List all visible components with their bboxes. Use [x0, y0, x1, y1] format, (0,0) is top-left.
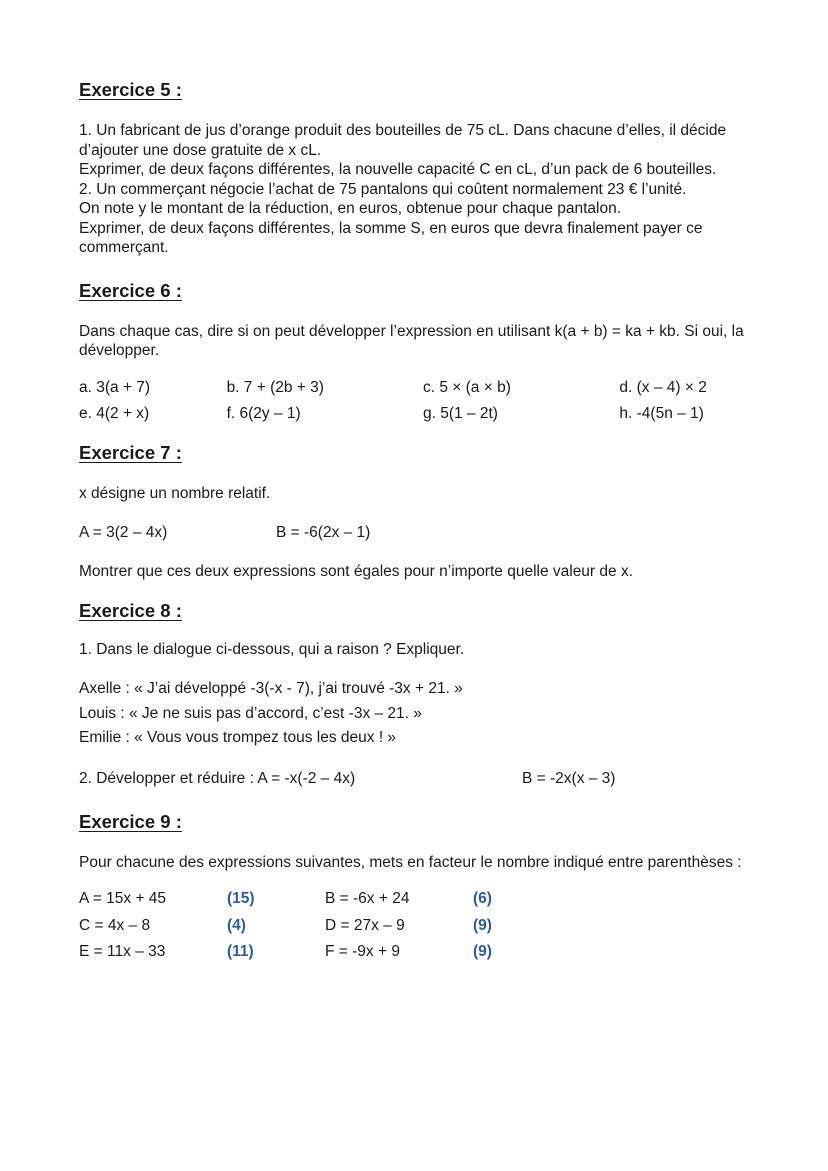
ex5-paragraph-2: Exprimer, de deux façons différentes, la nouvelle capacité C en cL, d’un pack de 6 bouteilles. — [79, 161, 717, 178]
ex6-item-a: a. 3(a + 7) — [79, 378, 151, 396]
ex9-expression-f: F = -9x + 9 — [325, 943, 400, 960]
ex6-row-1 — [79, 375, 759, 402]
exercise-5-title: Exercice 5 : — [79, 79, 182, 100]
ex9-factor-d: (9) — [473, 916, 492, 934]
ex8-question-2-b: B = -2x(x – 3) — [522, 769, 616, 787]
ex9-expression-d: D = 27x – 9 — [325, 916, 405, 934]
ex6-row-2 — [79, 401, 759, 428]
ex7-expression-b: B = -6(2x – 1) — [276, 524, 371, 541]
ex7-expressions — [79, 521, 759, 545]
worksheet-content — [79, 79, 759, 966]
ex8-question-2-a: 2. Développer et réduire : A = -x(-2 – 4x) — [79, 769, 356, 787]
exercise-7-title: Exercice 7 : — [79, 441, 182, 463]
ex5-paragraph-1: 1. Un fabricant de jus d’orange produit des bouteilles de 75 cL. Dans chacune d’elles, il décide d’ajouter une dose gratuite de x cL. — [79, 122, 727, 159]
ex9-factor-b: (6) — [473, 890, 492, 907]
ex9-row-3 — [79, 939, 759, 966]
ex6-item-g: g. 5(1 – 2t) — [422, 405, 498, 422]
ex9-row-2 — [79, 913, 759, 940]
ex5-paragraph-5: Exprimer, de deux façons différentes, la somme S, en euros que devra finalement payer ce commerçant. — [79, 219, 703, 256]
ex6-item-c: c. 5 × (a × b) — [422, 378, 511, 396]
ex8-question-1: 1. Dans le dialogue ci-dessous, qui a raison ? Expliquer. — [79, 640, 465, 658]
ex9-factor-f: (9) — [473, 943, 492, 960]
exercise-8-title: Exercice 8 : — [79, 599, 182, 621]
ex6-item-b: b. 7 + (2b + 3) — [226, 378, 324, 396]
ex9-expression-b: B = -6x + 24 — [325, 890, 410, 907]
ex9-row-1 — [79, 886, 759, 913]
ex9-expression-e: E = 11x – 33 — [79, 943, 166, 960]
ex9-intro: Pour chacune des expressions suivantes, mets en facteur le nombre indiqué entre parenthèses : — [79, 853, 742, 871]
exercise-5-body — [79, 121, 759, 258]
ex8-question-2 — [79, 767, 759, 791]
ex9-factor-c: (4) — [227, 916, 246, 934]
ex9-factor-a: (15) — [227, 890, 255, 907]
ex6-item-f: f. 6(2y – 1) — [226, 405, 301, 422]
ex7-line-1: x désigne un nombre relatif. — [79, 484, 271, 502]
ex5-paragraph-3: 2. Un commerçant négocie l’achat de 75 pantalons qui coûtent normalement 23 € l’unité. — [79, 180, 687, 198]
ex8-dialogue-axelle: Axelle : « J’ai développé -3(-x - 7), j’ai trouvé -3x + 21. » — [79, 680, 463, 697]
ex8-dialogue-louis: Louis : « Je ne suis pas d’accord, c’est -3x – 21. » — [79, 704, 422, 722]
ex8-dialogue-emilie: Emilie : « Vous vous trompez tous les deux ! » — [79, 729, 397, 746]
ex9-expression-a: A = 15x + 45 — [79, 890, 167, 907]
ex5-paragraph-4: On note y le montant de la réduction, en euros, obtenue pour chaque pantalon. — [79, 200, 622, 217]
ex9-expression-c: C = 4x – 8 — [79, 916, 151, 934]
ex6-item-e: e. 4(2 + x) — [79, 405, 150, 422]
ex6-item-h: h. -4(5n – 1) — [619, 405, 704, 422]
ex7-expression-a: A = 3(2 – 4x) — [79, 524, 168, 541]
ex7-line-2: Montrer que ces deux expressions sont égales pour n’importe quelle valeur de x. — [79, 563, 634, 580]
exercise-9-title: Exercice 9 : — [79, 810, 182, 832]
exercise-6-title: Exercice 6 : — [79, 279, 182, 301]
ex6-item-d: d. (x – 4) × 2 — [619, 378, 707, 396]
ex6-intro: Dans chaque cas, dire si on peut développer l’expression en utilisant k(a + b) = ka + kb. Si oui, la développer. — [79, 322, 744, 359]
ex9-factor-e: (11) — [227, 943, 254, 960]
